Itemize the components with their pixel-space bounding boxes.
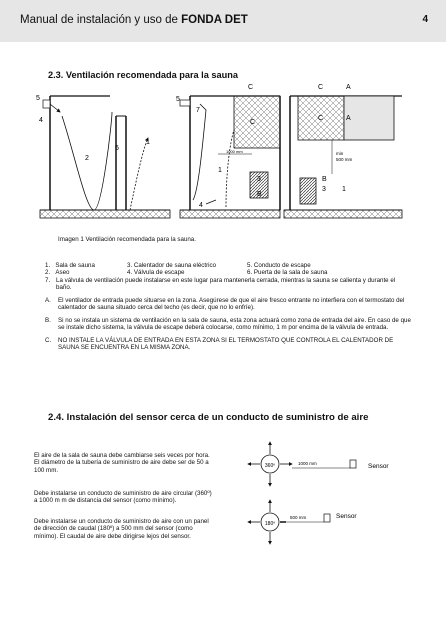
svg-text:5: 5: [176, 96, 180, 103]
svg-text:500 mm: 500 mm: [290, 515, 307, 520]
svg-text:1: 1: [146, 139, 150, 146]
svg-text:C: C: [248, 84, 254, 91]
paragraph-air-exchange: El aire de la sala de sauna debe cambiarse seis veces por hora. El diámetro de la tubería de suministro de aire debe ser de 50 a 100 mm.: [34, 452, 210, 474]
svg-text:2: 2: [85, 155, 89, 162]
paragraph-circular-duct: Debe instalarse un conducto de suministro de aire circular (360º) a 1000 m m de distancia del sensor (como mínimo).: [34, 490, 212, 505]
legend-row: 2. Aseo 4. Válvula de escape 6. Puerta de la sala de sauna: [45, 269, 328, 277]
svg-text:180º: 180º: [264, 521, 276, 527]
svg-text:Sensor: Sensor: [336, 513, 357, 520]
duct-360: [248, 442, 389, 486]
svg-text:1000 mm: 1000 mm: [298, 461, 317, 466]
svg-text:500 mm: 500 mm: [336, 157, 353, 162]
svg-text:1: 1: [342, 186, 346, 193]
svg-text:A: A: [346, 84, 351, 91]
svg-text:B: B: [322, 176, 327, 183]
svg-text:C: C: [318, 115, 324, 122]
svg-text:min: min: [336, 151, 344, 156]
page-header: [0, 0, 446, 42]
diagram-1: [36, 95, 170, 218]
duct-180: [248, 500, 357, 544]
note-item: A. El ventilador de entrada puede situarse en la zona. Asegúrese de que el aire fresco entrante no interfiera con el termostato del calentador de sauna situado cerca del techo (es decir, que no lo enfríe).: [45, 297, 405, 312]
svg-text:3: 3: [257, 176, 261, 183]
svg-text:3: 3: [322, 186, 326, 193]
sensor-placement-diagram: [240, 438, 420, 578]
svg-text:C: C: [318, 84, 324, 91]
svg-text:C: C: [250, 119, 256, 126]
note-item: C. NO INSTALE LA VÁLVULA DE ENTRADA EN ESTA ZONA SI EL TERMOSTATO QUE CONTROLA EL CALENTADOR DE SAUNA SE ENCUENTRA EN LA MISMA ZONA.: [45, 336, 394, 352]
svg-text:A: A: [346, 115, 351, 122]
legend-row: 7. La válvula de ventilación puede instalarse en este lugar para mantenerla cerrada, mientras la sauna se calienta y durante el baño.: [45, 276, 396, 292]
sauna-ventilation-diagram: [30, 82, 410, 230]
svg-text:4: 4: [39, 117, 43, 124]
svg-text:B: B: [257, 191, 262, 198]
paragraph-directional-duct: Debe instalarse un conducto de suministro de aire con un panel de dirección de caudal (180º) a 500 mm del sensor (como mínimo). El caudal de aire debe dirigirse lejos del sensor.: [34, 518, 209, 540]
notes-list: [45, 297, 415, 356]
svg-text:4: 4: [199, 202, 203, 209]
page-number: 4: [422, 14, 428, 25]
note-item: B. Si no se instala un sistema de ventilación en la sala de sauna, esta zona actuará como zona de entrada del aire. En caso de que se instale dicho sistema, la válvula de escape deberá colocarse, como mínimo, 1 m por encima de la válvula de entrada.: [45, 316, 411, 332]
svg-text:6: 6: [115, 145, 119, 152]
figure-caption: Imagen 1 Ventilación recomendada para la sauna.: [58, 236, 196, 243]
svg-text:1: 1: [218, 167, 222, 174]
section-title-ventilation: 2.3. Ventilación recomendada para la sauna: [48, 70, 238, 80]
svg-text:7: 7: [196, 107, 200, 114]
document-title: Manual de instalación y uso de FONDA DET: [20, 14, 248, 26]
section-title-sensor: 2.4. Instalación del sensor cerca de un conducto de suministro de aire: [48, 412, 369, 423]
svg-text:360º: 360º: [264, 463, 276, 469]
svg-text:1000 mm: 1000 mm: [226, 149, 243, 154]
diagram-3: [284, 84, 402, 218]
svg-text:Sensor: Sensor: [368, 463, 389, 470]
legend-row: 1. Sala de sauna 3. Calentador de sauna eléctrico 5. Conducto de escape: [45, 262, 311, 269]
diagram-2: [176, 84, 280, 218]
svg-text:5: 5: [36, 95, 40, 102]
figure-legend: [45, 262, 405, 292]
